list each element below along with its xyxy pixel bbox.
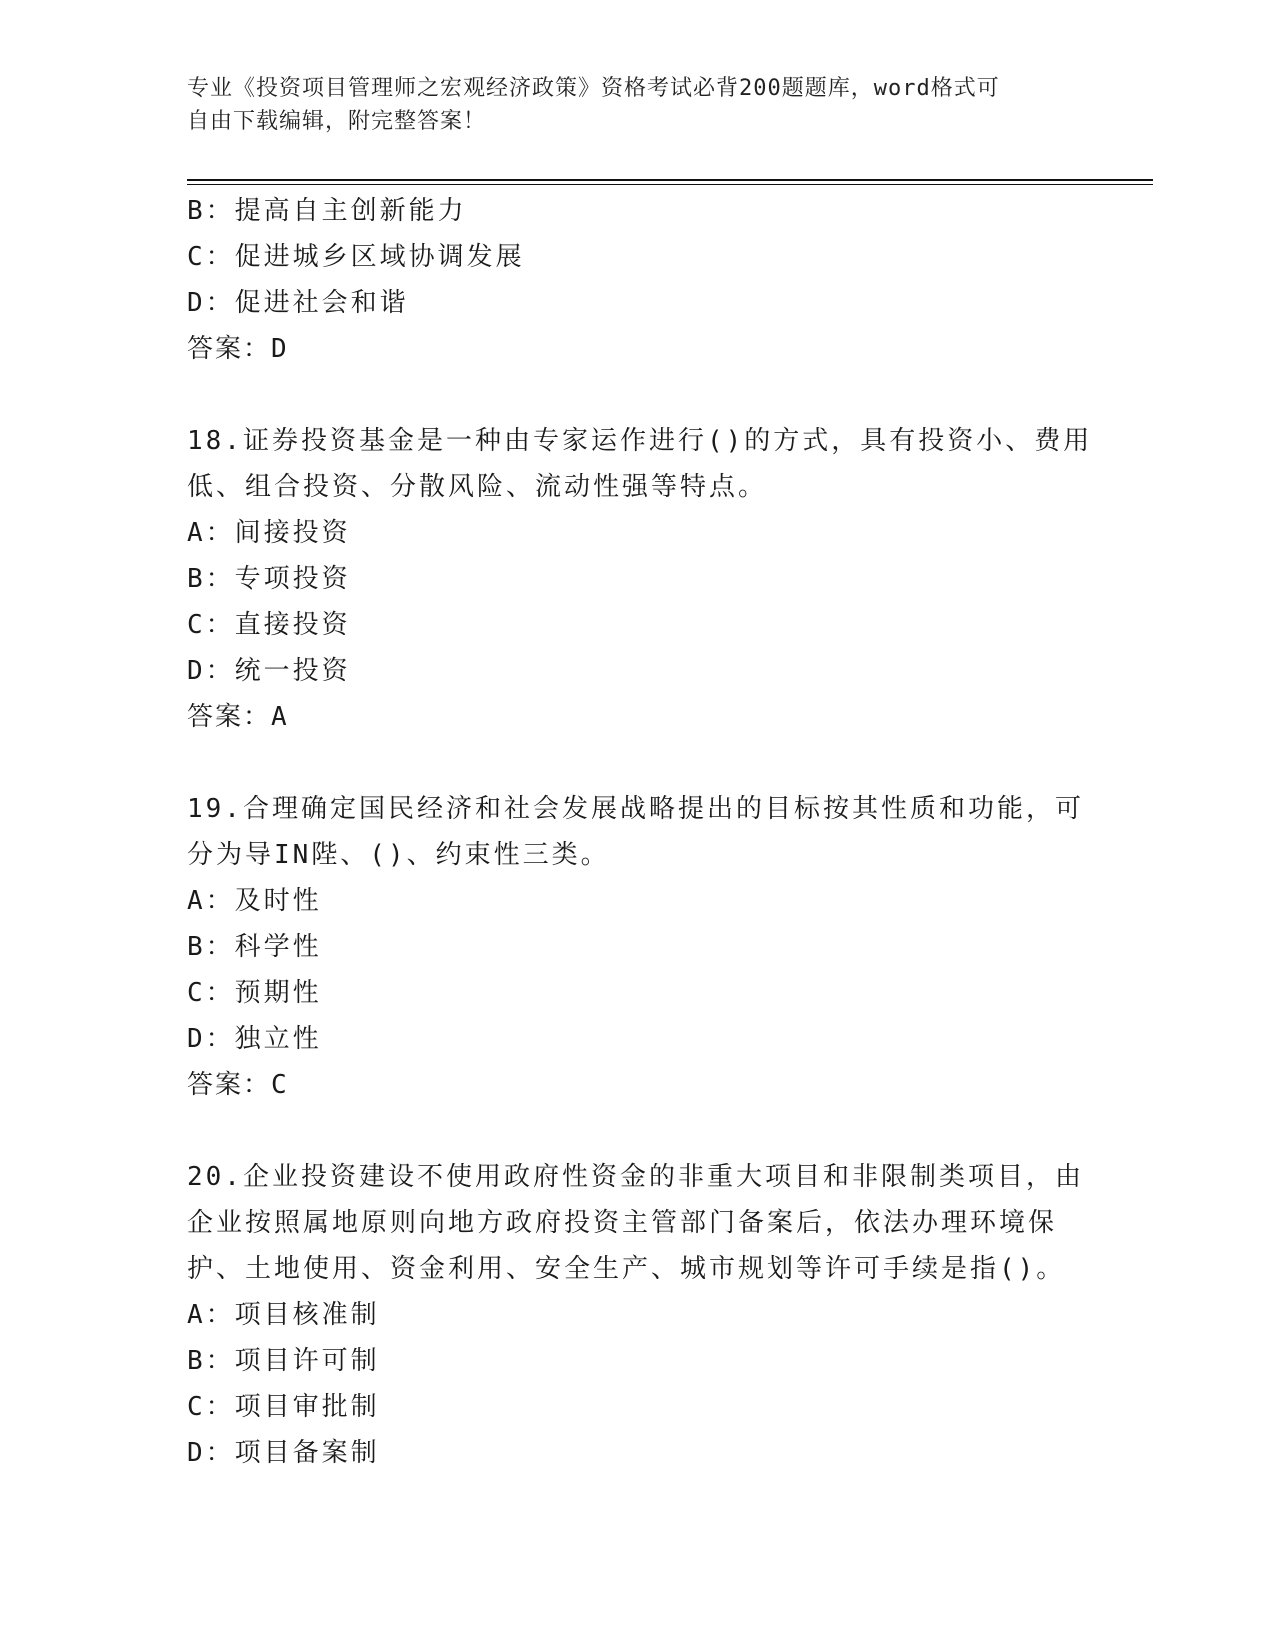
question-text-line: 18.证券投资基金是一种由专家运作进行()的方式，具有投资小、费用 [187,426,1093,456]
header-divider-thick [187,179,1153,181]
option-c: C：预期性 [187,978,322,1008]
question-19 [187,786,1087,1108]
question-text-line: 企业按照属地原则向地方政府投资主管部门备案后，依法办理环境保 [187,1208,1058,1238]
question-text-line: 护、土地使用、资金利用、安全生产、城市规划等许可手续是指()。 [187,1254,1066,1284]
question-list [187,188,1093,1476]
document-header [187,72,1067,138]
option-d: D：项目备案制 [187,1438,380,1468]
option-b: B：科学性 [187,932,322,962]
header-line-1: 专业《投资项目管理师之宏观经济政策》资格考试必背200题题库，word格式可 [187,76,1000,101]
question-text-line: 19.合理确定国民经济和社会发展战略提出的目标按其性质和功能，可 [187,794,1084,824]
header-divider-thin [187,184,1153,185]
header-line-2: 自由下载编辑，附完整答案！ [187,109,487,134]
answer-label: 答案：C [187,1070,289,1100]
option-d: D：统一投资 [187,656,351,686]
option-c: C：直接投资 [187,610,351,640]
option-c: C：促进城乡区域协调发展 [187,242,525,272]
question-18 [187,418,1093,740]
option-a: A：及时性 [187,886,322,916]
question-text-line: 20.企业投资建设不使用政府性资金的非重大项目和非限制类项目，由 [187,1162,1084,1192]
option-d: D：独立性 [187,1024,322,1054]
option-b: B：专项投资 [187,564,351,594]
answer-label: 答案：A [187,702,289,732]
answer-label: 答案：D [187,334,289,364]
question-17-continuation [187,188,1087,372]
question-20 [187,1154,1087,1476]
option-b: B：提高自主创新能力 [187,196,467,226]
question-text-line: 低、组合投资、分散风险、流动性强等特点。 [187,472,768,502]
option-c: C：项目审批制 [187,1392,380,1422]
question-text-line: 分为导IN陛、()、约束性三类。 [187,840,610,870]
option-d: D：促进社会和谐 [187,288,409,318]
option-a: A：间接投资 [187,518,351,548]
option-a: A：项目核准制 [187,1300,380,1330]
option-b: B：项目许可制 [187,1346,380,1376]
